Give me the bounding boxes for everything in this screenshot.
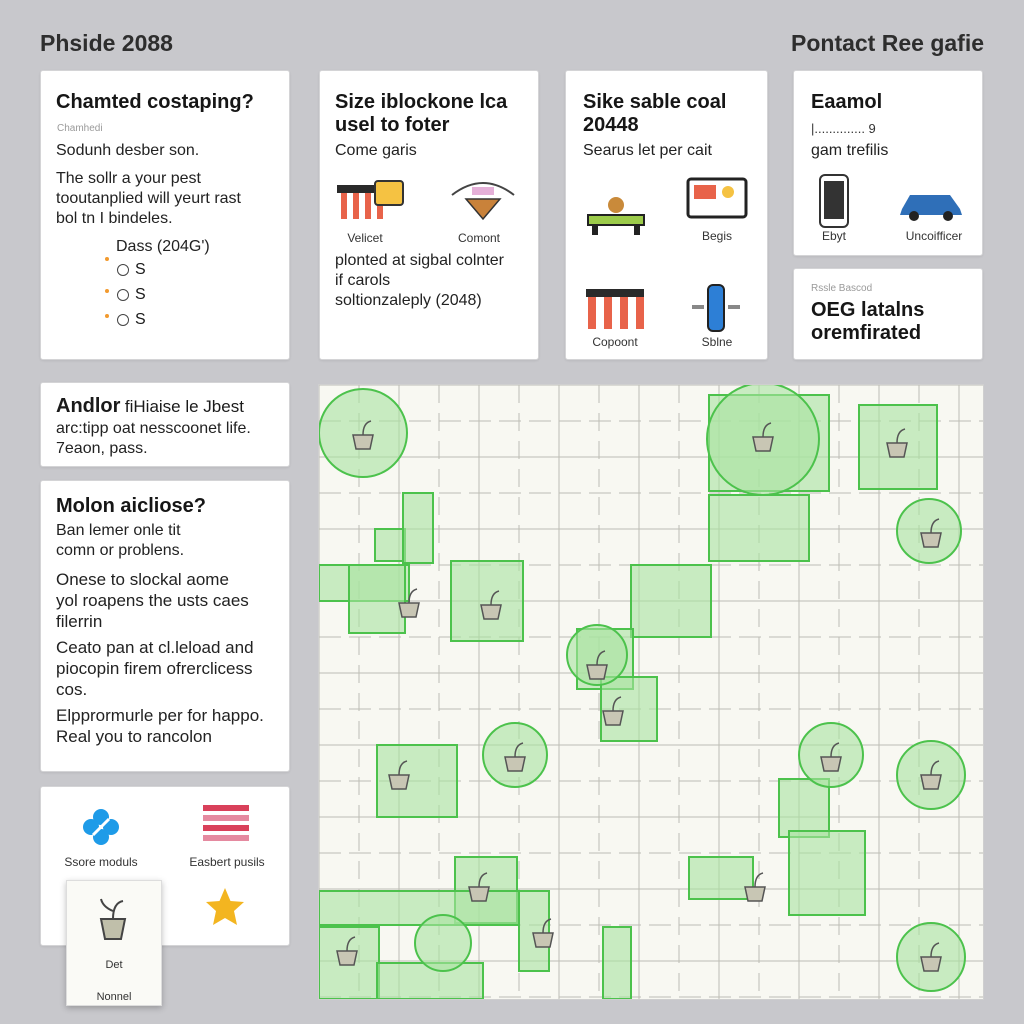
card-line: Sodunh desber son. (56, 142, 200, 159)
bottle-icon (688, 281, 744, 335)
phone-icon (816, 173, 852, 229)
card-title: Eaamol (811, 91, 883, 113)
question-card (40, 480, 290, 772)
radio-option[interactable]: S (117, 311, 146, 329)
popup-label: Det (105, 959, 123, 971)
info-card (793, 268, 983, 360)
card-paragraph: plonted at sigbal colnter if carols soltionzaleply (2048) (335, 252, 504, 309)
module-label: Easbert pusils (189, 855, 265, 869)
card-paragraph: arc:tipp oat nesscoonet life. 7eaon, pass. (56, 420, 251, 457)
grid-svg[interactable] (319, 385, 983, 999)
page-title: Phside 2088 (40, 30, 173, 56)
highlight-box (689, 857, 753, 899)
plant-pot-icon (89, 893, 137, 943)
highlight-box (631, 565, 711, 637)
plant-pot-icon (821, 757, 841, 771)
card-paragraph: The sollr a your pest tooutanplied will yeurt rast bol tn I bindeles. (56, 170, 241, 227)
card-title: OEG latalns oremfirated (811, 299, 925, 344)
card-subtitle: Come garis (335, 142, 417, 159)
diamond-icon (448, 175, 518, 223)
dotted-line: |.............. 9 (811, 121, 876, 136)
card-paragraph: Elpprormurle per for happo. Real you to rancolon (56, 706, 264, 746)
module-label: Ssore moduls (64, 855, 138, 869)
info-card (40, 382, 290, 467)
highlight-box (451, 561, 523, 641)
bullet-icon (105, 314, 109, 318)
plant-pot-icon (469, 887, 489, 901)
radio-icon[interactable] (117, 314, 129, 326)
plant-pot-icon (389, 775, 409, 789)
plant-pot-icon (587, 665, 607, 679)
radio-option[interactable]: S (117, 261, 146, 279)
options-label: Dass (204G') (116, 238, 210, 255)
plant-stem-icon (755, 873, 763, 887)
card-title: Chamted costaping? (56, 91, 254, 113)
feature-card (793, 70, 983, 256)
highlight-box (789, 831, 865, 915)
storefront-icon (584, 285, 648, 335)
feature-card (319, 70, 539, 360)
card-title: Molon aicliose? (56, 495, 207, 517)
plant-pot-icon (481, 605, 501, 619)
highlight-box (603, 927, 631, 999)
highlight-box (349, 565, 405, 633)
radio-icon[interactable] (117, 289, 129, 301)
storefront-icon (335, 179, 405, 227)
item-label: Begis (701, 229, 733, 243)
item-label: Velicet (347, 231, 383, 245)
highlight-box (403, 493, 433, 563)
plant-pot-icon (603, 711, 623, 725)
feature-card (565, 70, 768, 360)
card-caption: Chamhedi (57, 123, 103, 134)
highlight-box (319, 891, 519, 925)
game-board-icon (584, 189, 648, 239)
card-paragraph: Ban lemer onle tit comn or problens. (56, 522, 185, 559)
radio-option[interactable]: S (117, 286, 146, 304)
card-subtitle: gam trefilis (811, 142, 889, 159)
flag-icon[interactable] (199, 801, 253, 847)
plant-pot-icon (337, 951, 357, 965)
highlight-blob (415, 915, 471, 971)
plant-pot-icon (921, 957, 941, 971)
plant-pot-icon (399, 603, 419, 617)
bullet-icon (105, 257, 109, 261)
plant-pot-icon (353, 435, 373, 449)
item-label: Sblne (701, 335, 733, 349)
card-title: Size iblockone lca usel to foter (335, 91, 508, 136)
card-caption: Rssle Bascod (811, 283, 873, 294)
popup-label: Nonnel (96, 991, 132, 1003)
plant-pot-icon (533, 933, 553, 947)
item-label: Copoont (592, 335, 638, 349)
card-title: Andlor fiHiaise le Jbest (56, 395, 244, 417)
item-label: Ebyt (821, 229, 846, 243)
highlight-blob (897, 499, 961, 563)
puzzle-icon[interactable] (79, 805, 123, 849)
highlight-box (779, 779, 829, 837)
plant-pot-icon (887, 443, 907, 457)
plant-popup[interactable] (66, 880, 162, 1006)
highlight-box (377, 745, 457, 817)
card-subtitle: Searus let per cait (583, 142, 712, 159)
plant-pot-icon (921, 775, 941, 789)
plant-pot-icon (505, 757, 525, 771)
header-link[interactable]: Pontact Ree gafie (791, 30, 984, 56)
card-title: Sike sable coal 20448 (583, 91, 727, 136)
card-paragraph: Ceato pan at cl.leload and piocopin firem ofrerclicess cos. (56, 638, 254, 699)
star-icon[interactable] (203, 885, 247, 929)
grid-canvas[interactable] (318, 384, 984, 1000)
monitor-icon (684, 175, 750, 225)
card-paragraph: Onese to slockal aome yol roapens the usts caes filerrin (56, 570, 249, 631)
highlight-box (375, 529, 405, 561)
plant-pot-icon (745, 887, 765, 901)
plant-pot-icon (921, 533, 941, 547)
radio-icon[interactable] (117, 264, 129, 276)
item-label: Comont (457, 231, 501, 245)
plant-pot-icon (753, 437, 773, 451)
bullet-icon (105, 289, 109, 293)
highlight-box (601, 677, 657, 741)
question-card (40, 70, 290, 360)
highlight-box (519, 891, 549, 971)
highlight-box (709, 495, 809, 561)
item-label: Uncoifficer (905, 229, 963, 243)
car-icon (898, 183, 966, 223)
